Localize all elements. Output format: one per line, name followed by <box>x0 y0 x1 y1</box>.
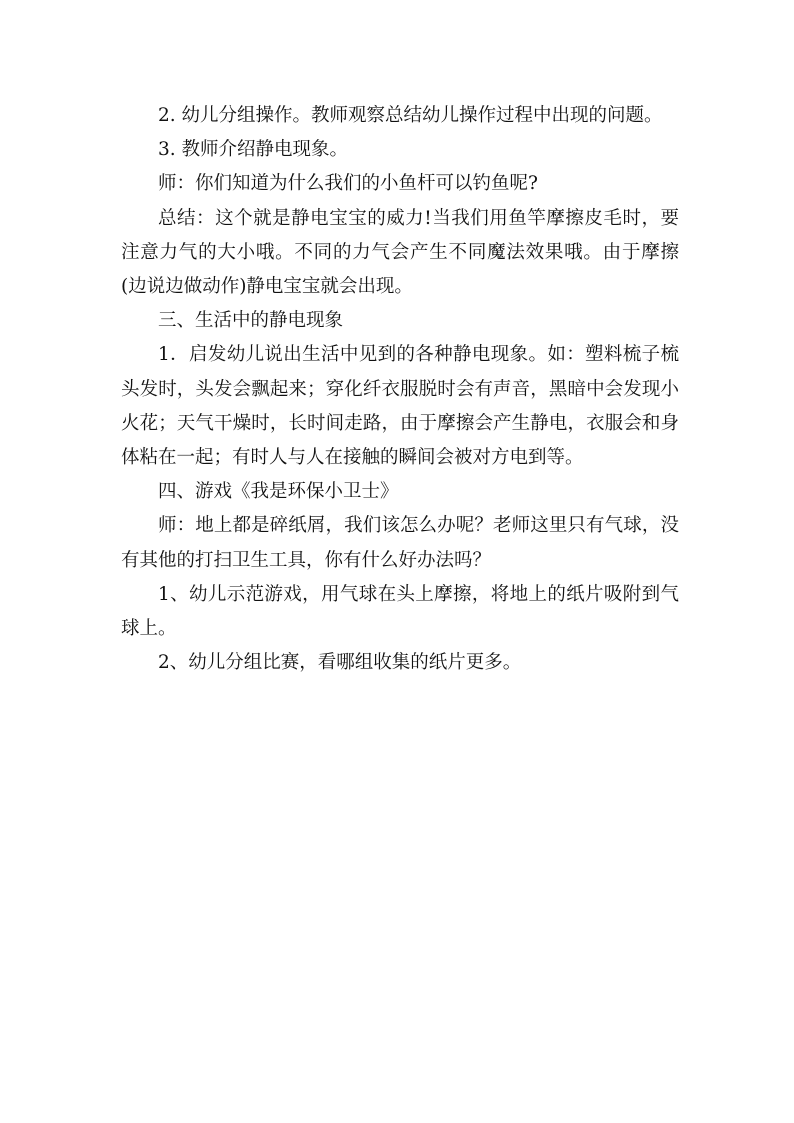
section-heading-static-in-life: 三、生活中的静电现象 <box>158 310 344 332</box>
paragraph-game-competition: 2、幼儿分组比赛，看哪组收集的纸片更多。 <box>158 652 522 674</box>
document-body <box>121 99 679 680</box>
paragraph-teacher-question: 师：你们知道为什么我们的小鱼杆可以钓鱼呢? <box>158 173 538 195</box>
paragraph-game-demo: 1、幼儿示范游戏，用气球在头上摩擦，将地上的纸片吸附到气球上。 <box>121 583 679 640</box>
paragraph-game-question: 师：地上都是碎纸屑，我们该怎么办呢？老师这里只有气球，没有其他的打扫卫生工具，你有什么好办法吗？ <box>121 515 679 571</box>
paragraph-static-examples: 1．启发幼儿说出生活中见到的各种静电现象。如：塑料梳子梳头发时，头发会飘起来；穿化纤衣服脱时会有声音，黑暗中会发现小火花；天气干燥时，长时间走路，由于摩擦会产生静电，衣服会和身体粘在一起；有时人与人在接触的瞬间会被对方电到等。 <box>121 344 679 469</box>
section-heading-game: 四、游戏《我是环保小卫士》 <box>158 481 399 503</box>
paragraph-summary: 总结：这个就是静电宝宝的威力!当我们用鱼竿摩擦皮毛时，要注意力气的大小哦。不同的力气会产生不同魔法效果哦。由于摩擦(边说边做动作)静电宝宝就会出现。 <box>121 207 679 298</box>
paragraph-teacher-introduce: 3. 教师介绍静电现象。 <box>158 139 349 161</box>
paragraph-group-operation: 2. 幼儿分组操作。教师观察总结幼儿操作过程中出现的问题。 <box>158 105 663 126</box>
